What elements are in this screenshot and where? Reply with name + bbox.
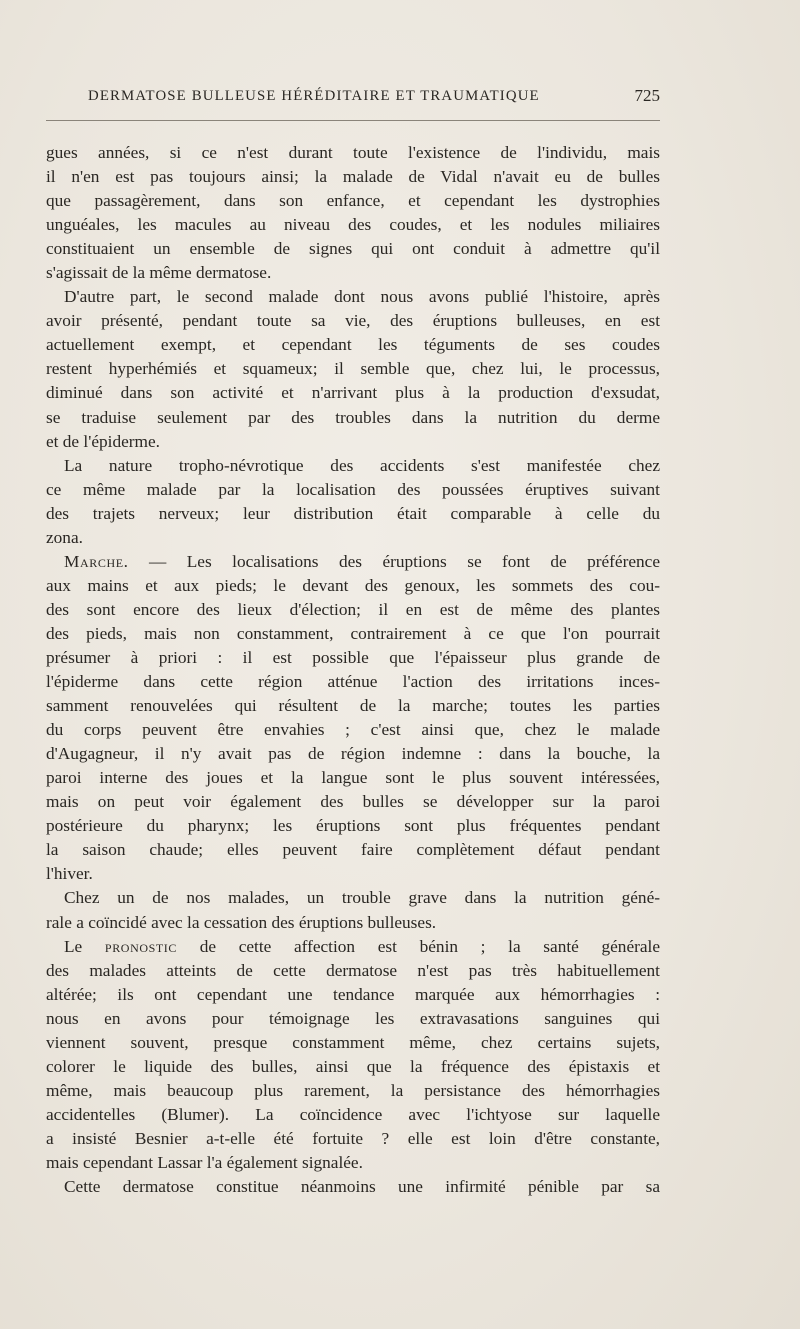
text-line: présumer à priori : il est possible que l'épaisseur plus grande de (46, 647, 660, 667)
text-line: il n'en est pas toujours ainsi; la malade de Vidal n'avait eu de bulles (46, 167, 660, 187)
text-line: altérée; ils ont cependant une tendance marquée aux hémorrhagies : (46, 984, 660, 1004)
text-line: paroi interne des joues et la langue sont le plus souvent intéressées, (46, 768, 660, 788)
body-text (46, 141, 660, 1199)
text-line: et de l'épiderme. (46, 431, 160, 451)
text-line: du corps peuvent être envahies ; c'est ainsi que, chez le malade (46, 720, 660, 740)
text-line-rest: de cette affection est bénin ; la santé générale (199, 936, 661, 956)
text-line: mais on peut voir également des bulles se développer sur la paroi (46, 792, 660, 812)
header-rule (46, 120, 660, 121)
text-line: nous en avons pour témoignage les extravasations sanguines qui (46, 1008, 660, 1028)
section-term-marche: Marche. (64, 551, 129, 571)
text-line: se traduise seulement par des troubles dans la nutrition du derme (46, 407, 660, 427)
text-line: constituaient un ensemble de signes qui ont conduit à admettre qu'il (46, 239, 660, 259)
text-line: la saison chaude; elles peuvent faire complètement défaut pendant (46, 840, 660, 860)
page-number: 725 (634, 86, 660, 105)
text-line: postérieure du pharynx; les éruptions sont plus fréquentes pendant (46, 816, 660, 836)
text-line: s'agissait de la même dermatose. (46, 263, 272, 283)
section-term-pronostic: pronostic (104, 936, 178, 956)
word-le: Le (64, 936, 83, 956)
text-line: diminué dans son activité et n'arrivant plus à la production d'exsudat, (46, 383, 660, 403)
text-line: a insisté Besnier a-t-elle été fortuite ? elle est loin d'être constante, (46, 1128, 660, 1148)
text-line: l'épiderme dans cette région atténue l'action des irritations inces- (46, 672, 660, 692)
text-line: rale a coïncidé avec la cessation des éruptions bulleuses. (46, 912, 437, 932)
text-line: même, mais beaucoup plus rarement, la persistance des hémorrhagies (46, 1080, 660, 1100)
text-line: actuellement exempt, et cependant les téguments de ses coudes (46, 335, 660, 355)
text-line: aux mains et aux pieds; le devant des genoux, les sommets des cou- (46, 575, 660, 595)
text-line: ce même malade par la localisation des poussées éruptives suivant (46, 479, 660, 499)
text-line: restent hyperhémiés et squameux; il semble que, chez lui, le processus, (46, 359, 660, 379)
text-line: Chez un de nos malades, un trouble grave dans la nutrition géné- (64, 888, 660, 908)
text-line: viennent souvent, presque constamment même, chez certains sujets, (46, 1032, 660, 1052)
text-line: Cette dermatose constitue néanmoins une infirmité pénible par sa (64, 1177, 660, 1197)
text-line: d'Augagneur, il n'y avait pas de région indemne : dans la bouche, la (46, 744, 660, 764)
text-line: que passagèrement, dans son enfance, et cependant les dystrophies (46, 191, 660, 211)
text-line: zona. (46, 527, 83, 547)
text-line: mais cependant Lassar l'a également signalée. (46, 1152, 363, 1172)
text-line: gues années, si ce n'est durant toute l'existence de l'individu, mais (46, 143, 660, 162)
running-header (88, 84, 660, 108)
text-line: D'autre part, le second malade dont nous avons publié l'histoire, après (64, 287, 660, 307)
text-line: des malades atteints de cette dermatose n'est pas très habituellement (46, 960, 660, 980)
text-line-rest: — Les localisations des éruptions se font de préférence (149, 551, 660, 571)
text-line: des pieds, mais non constamment, contrairement à ce que l'on pourrait (46, 623, 660, 643)
text-line: accidentelles (Blumer). La coïncidence avec l'ichtyose sur laquelle (46, 1104, 660, 1124)
text-line: La nature tropho-névrotique des accidents s'est manifestée chez (64, 455, 660, 475)
text-line (46, 935, 660, 959)
text-line: avoir présenté, pendant toute sa vie, des éruptions bulleuses, en est (46, 311, 660, 331)
running-title: DERMATOSE BULLEUSE HÉRÉDITAIRE ET TRAUMATIQUE (88, 88, 540, 104)
text-line: colorer le liquide des bulles, ainsi que la fréquence des épistaxis et (46, 1056, 660, 1076)
text-line: des sont encore des lieux d'élection; il en est de même des plantes (46, 599, 660, 619)
text-line: unguéales, les macules au niveau des coudes, et les nodules miliaires (46, 215, 660, 235)
text-line: l'hiver. (46, 864, 93, 884)
text-line: des trajets nerveux; leur distribution était comparable à celle du (46, 503, 660, 523)
text-line: samment renouvelées qui résultent de la marche; toutes les parties (46, 696, 660, 716)
text-line (46, 550, 660, 574)
